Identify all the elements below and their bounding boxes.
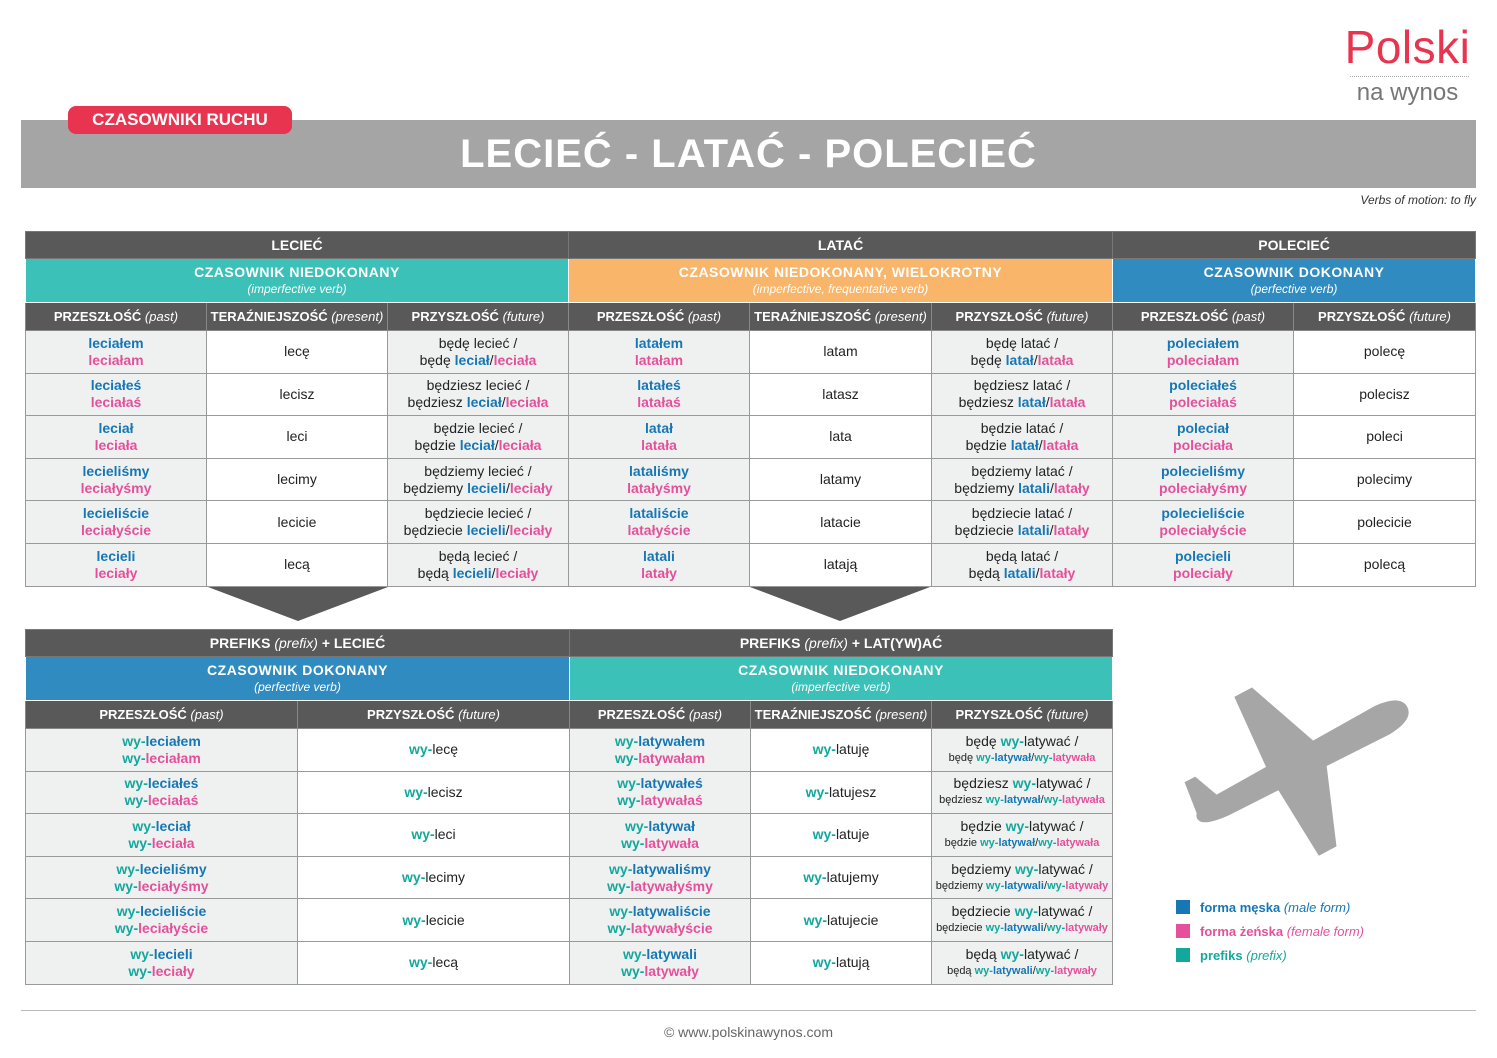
cell-present: wy-latują bbox=[751, 941, 932, 984]
aspect-header: CZASOWNIK DOKONANY (perfective verb) bbox=[1113, 259, 1476, 303]
cell-future: wy-lecę bbox=[298, 729, 570, 772]
cell-future: będziecie lecieć / będziecie lecieli/leciały bbox=[388, 501, 569, 544]
table-row bbox=[26, 458, 1476, 501]
cell-past: lataliście latałyście bbox=[569, 501, 750, 544]
cell-future: będę latać / będę latał/latała bbox=[932, 331, 1113, 374]
verb-header-latac: LATAĆ bbox=[569, 232, 1113, 259]
table-row bbox=[26, 899, 1113, 942]
footer-copyright: © www.polskinawynos.com bbox=[663, 1024, 834, 1040]
cell-past: polecieliśmy poleciałyśmy bbox=[1113, 458, 1294, 501]
cell-future: wy-lecimy bbox=[298, 856, 570, 899]
tense-past: PRZESZŁOŚĆ (past) bbox=[26, 701, 298, 729]
aspect-header: CZASOWNIK NIEDOKONANY, WIELOKROTNY (imperfective, frequentative verb) bbox=[569, 259, 1113, 303]
tense-header-row bbox=[26, 303, 1476, 331]
cell-present: leci bbox=[207, 416, 388, 459]
page-title: LECIEĆ - LATAĆ - POLECIEĆ bbox=[460, 132, 1037, 176]
cell-past: wy-leciałem wy-leciałam bbox=[26, 729, 298, 772]
legend-swatch bbox=[1176, 924, 1190, 938]
cell-present: latamy bbox=[750, 458, 932, 501]
tense-future: PRZYSZŁOŚĆ (future) bbox=[298, 701, 570, 729]
cell-future: będzie lecieć / będzie leciał/leciała bbox=[388, 416, 569, 459]
cell-future: polecisz bbox=[1294, 373, 1476, 416]
cell-past: latałeś latałaś bbox=[569, 373, 750, 416]
cell-past: wy-latywałem wy-latywałam bbox=[570, 729, 751, 772]
table-row bbox=[26, 373, 1476, 416]
cell-future: będziesz latać / będziesz latał/latała bbox=[932, 373, 1113, 416]
cell-past: wy-latywał wy-latywała bbox=[570, 814, 751, 857]
tense-future: PRZYSZŁOŚĆ (future) bbox=[932, 701, 1113, 729]
arrow-down-icon bbox=[208, 587, 388, 621]
tense-past: PRZESZŁOŚĆ (past) bbox=[26, 303, 207, 331]
table-row bbox=[26, 729, 1113, 772]
cell-future: będą latać / będą latali/latały bbox=[932, 543, 1113, 586]
verb-header-lieciec: LECIEĆ bbox=[26, 232, 569, 259]
cell-past: wy-lecieli wy-leciały bbox=[26, 941, 298, 984]
cell-present: lecimy bbox=[207, 458, 388, 501]
cell-future: będę lecieć / będę leciał/leciała bbox=[388, 331, 569, 374]
cell-future: będę wy-latywać / będę wy-latywał/wy-latywała bbox=[932, 729, 1113, 772]
cell-present: lecą bbox=[207, 543, 388, 586]
cell-past: latali latały bbox=[569, 543, 750, 586]
footer-divider bbox=[21, 1010, 1476, 1011]
cell-past: wy-latywałeś wy-latywałaś bbox=[570, 771, 751, 814]
aspect-header: CZASOWNIK NIEDOKONANY (imperfective verb) bbox=[26, 259, 569, 303]
legend-swatch bbox=[1176, 900, 1190, 914]
verb-header-poleciec: POLECIEĆ bbox=[1113, 232, 1476, 259]
legend-item: forma żeńska (female form) bbox=[1176, 924, 1364, 939]
cell-future: będziemy lecieć / będziemy lecieli/leciały bbox=[388, 458, 569, 501]
cell-present: lecisz bbox=[207, 373, 388, 416]
tense-future: PRZYSZŁOŚĆ (future) bbox=[932, 303, 1113, 331]
cell-future: będą lecieć / będą lecieli/leciały bbox=[388, 543, 569, 586]
table-row bbox=[26, 331, 1476, 374]
tense-past: PRZESZŁOŚĆ (past) bbox=[1113, 303, 1294, 331]
cell-past: poleciał poleciała bbox=[1113, 416, 1294, 459]
table-row bbox=[26, 941, 1113, 984]
cell-present: wy-latujesz bbox=[751, 771, 932, 814]
table-row bbox=[26, 416, 1476, 459]
table-row bbox=[26, 501, 1476, 544]
cell-past: leciałeś leciałaś bbox=[26, 373, 207, 416]
cell-future: poleci bbox=[1294, 416, 1476, 459]
cell-future: polecę bbox=[1294, 331, 1476, 374]
cell-present: latacie bbox=[750, 501, 932, 544]
cell-present: wy-latujemy bbox=[751, 856, 932, 899]
tense-present: TERAŹNIEJSZOŚĆ (present) bbox=[750, 303, 932, 331]
cell-future: wy-lecicie bbox=[298, 899, 570, 942]
cell-present: latają bbox=[750, 543, 932, 586]
cell-present: lecę bbox=[207, 331, 388, 374]
tense-present: TERAŹNIEJSZOŚĆ (present) bbox=[207, 303, 388, 331]
table-row bbox=[26, 543, 1476, 586]
cell-past: wy-leciałeś wy-leciałaś bbox=[26, 771, 298, 814]
cell-present: wy-latujecie bbox=[751, 899, 932, 942]
logo bbox=[1340, 22, 1475, 109]
cell-present: wy-latuje bbox=[751, 814, 932, 857]
aspect-header: CZASOWNIK DOKONANY (perfective verb) bbox=[26, 657, 570, 701]
cell-future: polecicie bbox=[1294, 501, 1476, 544]
legend-item: prefiks (prefix) bbox=[1176, 948, 1364, 963]
tense-present: TERAŹNIEJSZOŚĆ (present) bbox=[751, 701, 932, 729]
conjugation-table-prefix bbox=[25, 629, 1113, 985]
cell-past: wy-latywaliście wy-latywałyście bbox=[570, 899, 751, 942]
cell-past: wy-latywaliśmy wy-latywałyśmy bbox=[570, 856, 751, 899]
cell-future: będziesz wy-latywać / będziesz wy-latywał/wy-latywała bbox=[932, 771, 1113, 814]
tense-future: PRZYSZŁOŚĆ (future) bbox=[388, 303, 569, 331]
aspect-header: CZASOWNIK NIEDOKONANY (imperfective verb) bbox=[570, 657, 1113, 701]
cell-past: wy-leciał wy-leciała bbox=[26, 814, 298, 857]
cell-future: polecimy bbox=[1294, 458, 1476, 501]
legend-item: forma męska (male form) bbox=[1176, 900, 1364, 915]
cell-future: będzie wy-latywać / będzie wy-latywał/wy-latywała bbox=[932, 814, 1113, 857]
cell-future: wy-lecisz bbox=[298, 771, 570, 814]
cell-present: lata bbox=[750, 416, 932, 459]
prefix-header-left: PREFIKS (prefix) + LECIEĆ bbox=[26, 630, 570, 657]
tense-past: PRZESZŁOŚĆ (past) bbox=[570, 701, 751, 729]
cell-past: lecieliście leciałyście bbox=[26, 501, 207, 544]
cell-future: będziemy wy-latywać / będziemy wy-latywali/wy-latywały bbox=[932, 856, 1113, 899]
cell-future: wy-leci bbox=[298, 814, 570, 857]
table-row bbox=[26, 856, 1113, 899]
cell-past: latałem latałam bbox=[569, 331, 750, 374]
cell-present: wy-latuję bbox=[751, 729, 932, 772]
cell-past: poleciałem poleciałam bbox=[1113, 331, 1294, 374]
cell-future: będzie latać / będzie latał/latała bbox=[932, 416, 1113, 459]
logo-line2: na wynos bbox=[1356, 79, 1459, 106]
cell-past: wy-lecieliście wy-leciałyście bbox=[26, 899, 298, 942]
legend bbox=[1176, 900, 1364, 972]
cell-past: lecieli leciały bbox=[26, 543, 207, 586]
cell-past: leciałem leciałam bbox=[26, 331, 207, 374]
cell-past: lataliśmy latałyśmy bbox=[569, 458, 750, 501]
cell-past: latał latała bbox=[569, 416, 750, 459]
cell-past: leciał leciała bbox=[26, 416, 207, 459]
subtitle: Verbs of motion: to fly bbox=[1360, 193, 1476, 207]
cell-past: polecieli poleciały bbox=[1113, 543, 1294, 586]
cell-future: będziecie wy-latywać / będziecie wy-latywali/wy-latywały bbox=[932, 899, 1113, 942]
airplane-icon bbox=[1176, 664, 1426, 874]
table-row bbox=[26, 814, 1113, 857]
cell-present: latam bbox=[750, 331, 932, 374]
cell-past: lecieliśmy leciałyśmy bbox=[26, 458, 207, 501]
cell-future: wy-lecą bbox=[298, 941, 570, 984]
logo-line1: Polski bbox=[1344, 21, 1471, 73]
cell-future: będziesz lecieć / będziesz leciał/leciała bbox=[388, 373, 569, 416]
conjugation-table-main bbox=[25, 231, 1476, 587]
arrow-down-icon bbox=[750, 587, 930, 621]
tense-header-row bbox=[26, 701, 1113, 729]
tense-future: PRZYSZŁOŚĆ (future) bbox=[1294, 303, 1476, 331]
prefix-header-right: PREFIKS (prefix) + LAT(YW)AĆ bbox=[570, 630, 1113, 657]
cell-present: lecicie bbox=[207, 501, 388, 544]
cell-past: poleciałeś poleciałaś bbox=[1113, 373, 1294, 416]
cell-future: będziecie latać / będziecie latali/latały bbox=[932, 501, 1113, 544]
cell-future: będziemy latać / będziemy latali/latały bbox=[932, 458, 1113, 501]
legend-swatch bbox=[1176, 948, 1190, 962]
cell-future: polecą bbox=[1294, 543, 1476, 586]
cell-present: latasz bbox=[750, 373, 932, 416]
category-tag: CZASOWNIKI RUCHU bbox=[68, 106, 292, 134]
table-row bbox=[26, 771, 1113, 814]
cell-past: polecieliście poleciałyście bbox=[1113, 501, 1294, 544]
tense-past: PRZESZŁOŚĆ (past) bbox=[569, 303, 750, 331]
cell-past: wy-latywali wy-latywały bbox=[570, 941, 751, 984]
cell-future: będą wy-latywać / będą wy-latywali/wy-latywały bbox=[932, 941, 1113, 984]
cell-past: wy-lecieliśmy wy-leciałyśmy bbox=[26, 856, 298, 899]
